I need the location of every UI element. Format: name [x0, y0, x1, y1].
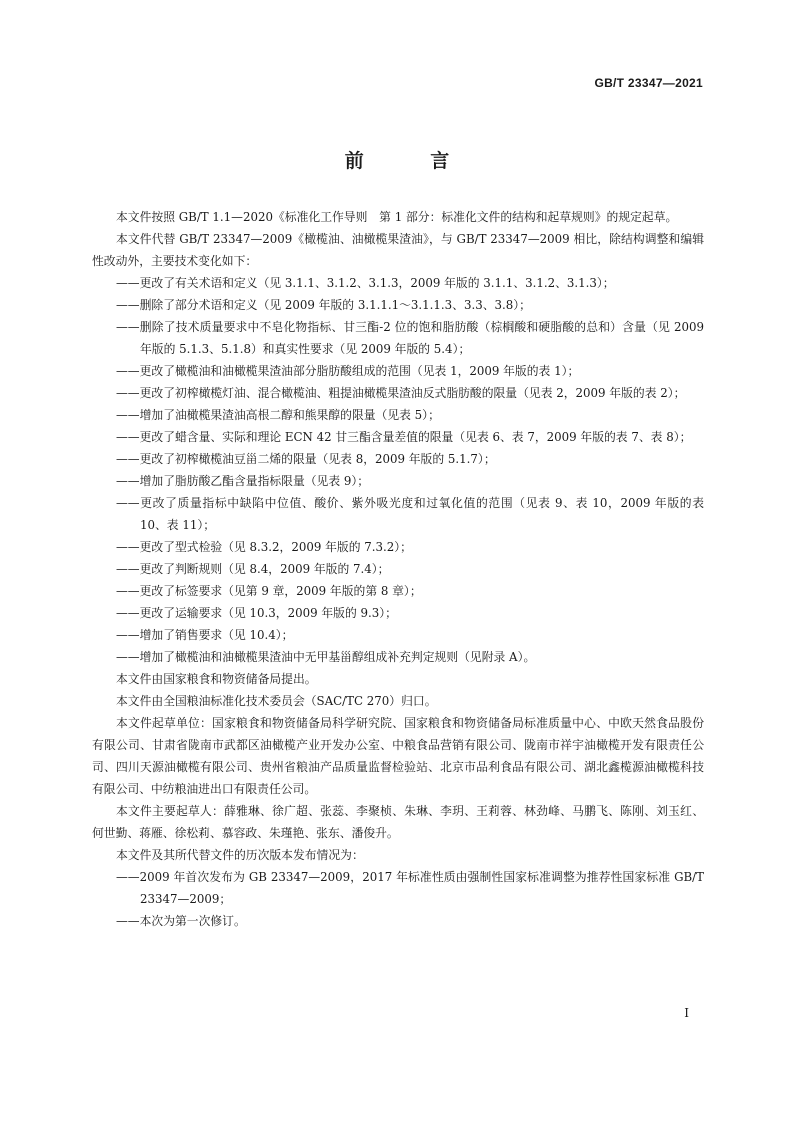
paragraph-history-intro: 本文件及其所代替文件的历次版本发布情况为：: [116, 848, 364, 862]
paragraph-proposed-by: 本文件由国家粮食和物资储备局提出。: [116, 672, 317, 686]
paragraph-drafters: 本文件主要起草人：薛雅琳、徐广超、张蕊、李聚桢、朱琳、李玥、王莉蓉、林劲峰、马鹏飞、陈刚、刘玉红、何世勤、蒋雁、徐松莉、慕容政、朱瑾艳、张东、潘俊升。: [92, 804, 704, 840]
list-item: ——删除了部分术语和定义（见 2009 年版的 3.1.1.1～3.1.1.3、3.3、3.8）；: [116, 298, 531, 312]
list-item: ——增加了橄榄油和油橄榄果渣油中无甲基甾醇组成补充判定规则（见附录 A）。: [116, 650, 536, 664]
change-list: [92, 272, 704, 668]
list-item: ——2009 年首次发布为 GB 23347—2009，2017 年标准性质由强制性国家标准调整为推荐性国家标准 GB/T 23347—2009；: [116, 870, 704, 906]
list-item: ——更改了蜡含量、实际和理论 ECN 42 甘三酯含量差值的限量（见表 6、表 7，2009 年版的表 7、表 8）；: [116, 430, 692, 444]
list-item: ——更改了质量指标中缺陷中位值、酸价、紫外吸光度和过氧化值的范围（见表 9、表 10，2009 年版的表 10、表 11）；: [116, 496, 704, 532]
list-item: ——更改了橄榄油和油橄榄果渣油部分脂肪酸组成的范围（见表 1，2009 年版的表 1）；: [116, 364, 580, 378]
list-item: ——增加了销售要求（见 10.4）；: [116, 628, 294, 642]
list-item: ——本次为第一次修订。: [116, 914, 246, 928]
paragraph-drafting-rules: 本文件按照 GB/T 1.1—2020《标准化工作导则 第 1 部分：标准化文件的结构和起草规则》的规定起草。: [116, 210, 678, 224]
list-item: ——更改了初榨橄榄灯油、混合橄榄油、粗提油橄榄果渣油反式脂肪酸的限量（见表 2，2009 年版的表 2）；: [116, 386, 686, 400]
standard-number: GB/T 23347—2021: [594, 76, 703, 90]
list-item: ——更改了判断规则（见 8.4，2009 年版的 7.4）；: [116, 562, 390, 576]
list-item: ——更改了有关术语和定义（见 3.1.1、3.1.2、3.1.3，2009 年版的 3.1.1、3.1.2、3.1.3）；: [116, 276, 615, 290]
list-item: ——增加了油橄榄果渣油高根二醇和熊果醇的限量（见表 5）；: [116, 408, 440, 422]
list-item: ——更改了型式检验（见 8.3.2，2009 年版的 7.3.2）；: [116, 540, 412, 554]
list-item: ——更改了初榨橄榄油豆甾二烯的限量（见表 8，2009 年版的 5.1.7）；: [116, 452, 496, 466]
list-item: ——更改了运输要求（见 10.3，2009 年版的 9.3）；: [116, 606, 397, 620]
paragraph-replaces: 本文件代替 GB/T 23347—2009《橄榄油、油橄榄果渣油》，与 GB/T 23347—2009 相比，除结构调整和编辑性改动外，主要技术变化如下：: [92, 232, 704, 268]
list-item: ——增加了脂肪酸乙酯含量指标限量（见表 9）；: [116, 474, 370, 488]
paragraph-administered-by: 本文件由全国粮油标准化技术委员会（SAC/TC 270）归口。: [116, 694, 437, 708]
paragraph-drafting-units: 本文件起草单位：国家粮食和物资储备局科学研究院、国家粮食和物资储备局标准质量中心、中欧天然食品股份有限公司、甘肃省陇南市武都区油橄榄产业开发办公室、中粮食品营销有限公司、陇南市祥宇油橄榄开发有限责任公司、四川天源油橄榄有限公司、贵州省粮油产品质量监督检验站、北京市品利食品有限公司、湖北鑫榄源油橄榄科技有限公司、中纺粮油进出口有限责任公司。: [92, 716, 704, 796]
page-title: 前 言: [344, 150, 480, 172]
page-number: I: [684, 1006, 689, 1020]
history-list: [92, 866, 704, 932]
list-item: ——更改了标签要求（见第 9 章，2009 年版的第 8 章）；: [116, 584, 422, 598]
list-item: ——删除了技术质量要求中不皂化物指标、甘三酯-2 位的饱和脂肪酸（棕榈酸和硬脂酸的总和）含量（见 2009 年版的 5.1.3、5.1.8）和真实性要求（见 2009 年版的 5.4）；: [116, 320, 704, 356]
foreword-body: [92, 206, 704, 932]
